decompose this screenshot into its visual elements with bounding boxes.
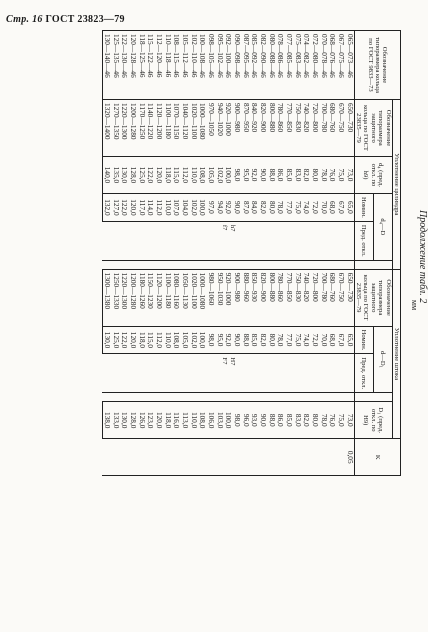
cyl-groove-cell: 820—900 xyxy=(258,100,267,157)
rod-nominal-cell: 85,0 xyxy=(250,326,259,354)
d1-cell: 98,0 xyxy=(232,402,241,439)
rod-nominal-cell: 74,0 xyxy=(302,326,311,354)
d1-cell: 110,0 xyxy=(189,402,198,439)
cyl-groove-cell: 970—1050 xyxy=(206,100,215,157)
ring-designation-cell: 105—112—46 xyxy=(180,31,189,100)
rod-nominal-cell: 65,0 xyxy=(345,326,354,354)
cyl-nominal-cell: 68,0 xyxy=(328,194,337,222)
d4-cell: 118,0 xyxy=(163,157,172,194)
rod-groove-cell: 900—980 xyxy=(232,269,241,326)
cyl-nominal-cell: 65,0 xyxy=(345,194,354,222)
cyl-nominal-cell: 87,0 xyxy=(241,194,250,222)
cyl-nominal-cell: 112,0 xyxy=(154,194,163,222)
rod-groove-cell: 1050—1130 xyxy=(180,269,189,326)
rod-groove-cell: 1100—1180 xyxy=(163,269,172,326)
col-cyl-tolerance: Пред. откл. xyxy=(354,221,373,260)
rod-nominal-cell: 78,0 xyxy=(276,326,285,354)
rod-groove-cell: 1000—1080 xyxy=(198,269,207,326)
col-k: K xyxy=(354,439,400,476)
ring-designation-cell: 120—128—46 xyxy=(129,31,138,100)
rod-groove-cell: 680—760 xyxy=(328,269,337,326)
d1-cell: 138,0 xyxy=(102,402,111,439)
col-cyl-groove: Обозначение типоразмера защитного кольца по ГОСТ 23835—79 xyxy=(354,100,392,157)
d4-cell: 86,0 xyxy=(276,157,285,194)
d4-cell: 100,0 xyxy=(224,157,233,194)
group-cylinder: Уплотнение цилиндра xyxy=(392,100,400,270)
cyl-groove-cell: 750—830 xyxy=(293,100,302,157)
rod-nominal-cell: 72,0 xyxy=(310,326,319,354)
d1-cell: 75,0 xyxy=(336,402,345,439)
group-rod: Уплотнение штока xyxy=(392,269,400,439)
ring-designation-cell: 078—086—46 xyxy=(276,31,285,100)
ring-designation-cell: 110—118—46 xyxy=(163,31,172,100)
table-body xyxy=(102,31,354,476)
rod-nominal-cell: 105,0 xyxy=(180,326,189,354)
cyl-groove-cell: 700—780 xyxy=(319,100,328,157)
d1-cell: 133,0 xyxy=(111,402,120,439)
rod-nominal-cell: 112,0 xyxy=(154,326,163,354)
d1-cell: 128,0 xyxy=(129,402,138,439)
d1-cell: 130,0 xyxy=(120,402,129,439)
rod-groove-cell: 750—830 xyxy=(293,269,302,326)
rod-nominal-cell: 130,0 xyxy=(102,326,111,354)
cyl-groove-cell: 800—880 xyxy=(267,100,276,157)
dimensions-table xyxy=(102,30,401,476)
rod-groove-cell: 700—780 xyxy=(319,269,328,326)
ring-designation-cell: 067—075—46 xyxy=(336,31,345,100)
cyl-groove-cell: 1200—1280 xyxy=(129,100,138,157)
cyl-nominal-cell: 104,0 xyxy=(180,194,189,222)
col-d4: d₄ (пред. откл. по h9) xyxy=(354,157,392,194)
table-continuation-title: Продолжение табл. 2 xyxy=(417,210,428,304)
rod-nominal-cell: 110,0 xyxy=(163,326,172,354)
rod-nominal-cell: 125,0 xyxy=(111,326,120,354)
ring-designation-cell: 112—120—46 xyxy=(154,31,163,100)
rod-nominal-cell: 122,0 xyxy=(120,326,129,354)
col-d-minus-d1: d—D₁ xyxy=(373,326,392,393)
cyl-groove-cell: 920—1000 xyxy=(224,100,233,157)
rod-nominal-cell: 80,0 xyxy=(267,326,276,354)
cyl-nominal-cell: 72,0 xyxy=(310,194,319,222)
d1-cell: 85,0 xyxy=(284,402,293,439)
d1-cell: 86,0 xyxy=(276,402,285,439)
d1-cell: 76,0 xyxy=(328,402,337,439)
ring-designation-cell: 125—135—46 xyxy=(111,31,120,100)
d4-cell: 112,0 xyxy=(180,157,189,194)
units-label: мм xyxy=(410,300,419,311)
cyl-groove-cell: 900—980 xyxy=(232,100,241,157)
rod-nominal-cell: 115,0 xyxy=(146,326,155,354)
d4-cell: 92,0 xyxy=(250,157,259,194)
ring-designation-cell: 095—102—46 xyxy=(215,31,224,100)
d1-cell: 103,0 xyxy=(215,402,224,439)
d1-cell: 90,0 xyxy=(258,402,267,439)
k-cell: 0,05 xyxy=(102,439,354,476)
ring-designation-cell: 077—085—46 xyxy=(284,31,293,100)
spacer-cell xyxy=(102,393,354,402)
cyl-nominal-cell: 67,0 xyxy=(336,194,345,222)
cyl-groove-cell: 1020—1100 xyxy=(189,100,198,157)
ring-designation-cell: 065—073—46 xyxy=(345,31,354,100)
d4-cell: 135,0 xyxy=(111,157,120,194)
ring-designation-cell: 130—140—46 xyxy=(102,31,111,100)
ring-designation-cell: 087—095—46 xyxy=(241,31,250,100)
ring-designation-cell: 098—105—46 xyxy=(206,31,215,100)
cyl-groove-cell: 770—850 xyxy=(284,100,293,157)
rod-groove-cell: 1020—1100 xyxy=(189,269,198,326)
rod-nominal-cell: 118,0 xyxy=(137,326,146,354)
rod-groove-cell: 920—1000 xyxy=(224,269,233,326)
ring-designation-cell: 070—078—46 xyxy=(319,31,328,100)
cyl-nominal-cell: 107,0 xyxy=(172,194,181,222)
d1-cell: 78,0 xyxy=(319,402,328,439)
rod-groove-cell: 950—1030 xyxy=(215,269,224,326)
cyl-nominal-cell: 75,0 xyxy=(293,194,302,222)
cyl-groove-cell: 1170—1250 xyxy=(137,100,146,157)
rod-groove-cell: 820—900 xyxy=(258,269,267,326)
d1-cell: 100,0 xyxy=(224,402,233,439)
ring-designation-cell: 082—090—46 xyxy=(258,31,267,100)
d4-cell: 122,0 xyxy=(146,157,155,194)
rod-nominal-cell: 88,0 xyxy=(241,326,250,354)
ring-designation-cell: 068—076—46 xyxy=(328,31,337,100)
rod-tolerance-cell: H7 F7 xyxy=(102,354,354,393)
rod-groove-cell: 1250—1330 xyxy=(111,269,120,326)
cyl-nominal-cell: 132,0 xyxy=(102,194,111,222)
d4-cell: 95,0 xyxy=(241,157,250,194)
rod-groove-cell: 980—1060 xyxy=(206,269,215,326)
d1-cell: 88,0 xyxy=(267,402,276,439)
cyl-nominal-cell: 92,0 xyxy=(224,194,233,222)
d1-cell: 83,0 xyxy=(293,402,302,439)
rod-nominal-cell: 95,0 xyxy=(215,326,224,354)
ring-designation-cell: 115—122—46 xyxy=(146,31,155,100)
ring-designation-cell: 102—110—46 xyxy=(189,31,198,100)
rod-groove-cell: 1200—1280 xyxy=(129,269,138,326)
col-spacer xyxy=(354,260,392,269)
cyl-nominal-cell: 114,0 xyxy=(146,194,155,222)
rod-groove-cell: 670—750 xyxy=(336,269,345,326)
col-cyl-nominal: Номин. xyxy=(354,194,373,222)
cyl-groove-cell: 1320—1400 xyxy=(102,100,111,157)
ring-designation-cell: 080—088—46 xyxy=(267,31,276,100)
rod-groove-cell: 650—730 xyxy=(345,269,354,326)
d1-cell: 123,0 xyxy=(146,402,155,439)
rod-groove-cell: 720—800 xyxy=(310,269,319,326)
col-rod-nominal: Номин. xyxy=(354,326,373,354)
cyl-groove-cell: 1100—1180 xyxy=(163,100,172,157)
rod-nominal-cell: 90,0 xyxy=(232,326,241,354)
d4-cell: 108,0 xyxy=(198,157,207,194)
d1-cell: 113,0 xyxy=(180,402,189,439)
rod-groove-cell: 740—820 xyxy=(302,269,311,326)
rod-nominal-cell: 92,0 xyxy=(224,326,233,354)
ring-designation-cell: 122—130—46 xyxy=(120,31,129,100)
ring-designation-cell: 118—125—46 xyxy=(137,31,146,100)
d4-cell: 128,0 xyxy=(129,157,138,194)
d1-cell: 82,0 xyxy=(302,402,311,439)
cyl-nominal-cell: 97,0 xyxy=(206,194,215,222)
rod-nominal-cell: 67,0 xyxy=(336,326,345,354)
cyl-nominal-cell: 120,0 xyxy=(129,194,138,222)
cyl-nominal-cell: 127,0 xyxy=(111,194,120,222)
d1-cell: 108,0 xyxy=(198,402,207,439)
cyl-groove-cell: 680—760 xyxy=(328,100,337,157)
ring-designation-cell: 100—108—46 xyxy=(198,31,207,100)
rod-groove-cell: 1080—1160 xyxy=(172,269,181,326)
d4-cell: 90,0 xyxy=(258,157,267,194)
d1-cell: 80,0 xyxy=(310,402,319,439)
rod-groove-cell: 1150—1230 xyxy=(146,269,155,326)
d4-cell: 75,0 xyxy=(336,157,345,194)
ring-designation-cell: 074—082—46 xyxy=(302,31,311,100)
cyl-tolerance-cell: h7 f7 xyxy=(102,221,354,260)
cyl-nominal-cell: 77,0 xyxy=(284,194,293,222)
cyl-nominal-cell: 74,0 xyxy=(302,194,311,222)
ring-designation-cell: 108—115—46 xyxy=(172,31,181,100)
cyl-nominal-cell: 70,0 xyxy=(319,194,328,222)
col-d4-minus-d: d₄—D xyxy=(373,194,392,261)
rod-groove-cell: 1300—1380 xyxy=(102,269,111,326)
ring-designation-cell: 090—098—46 xyxy=(232,31,241,100)
rod-nominal-cell: 82,0 xyxy=(258,326,267,354)
d4-cell: 83,0 xyxy=(293,157,302,194)
d1-cell: 106,0 xyxy=(206,402,215,439)
rod-nominal-cell: 70,0 xyxy=(319,326,328,354)
cyl-groove-cell: 740—820 xyxy=(302,100,311,157)
d4-cell: 82,0 xyxy=(302,157,311,194)
cyl-groove-cell: 650—730 xyxy=(345,100,354,157)
d1-cell: 73,0 xyxy=(345,402,354,439)
d4-cell: 80,0 xyxy=(310,157,319,194)
cyl-nominal-cell: 117,0 xyxy=(137,194,146,222)
cyl-nominal-cell: 82,0 xyxy=(258,194,267,222)
rod-nominal-cell: 102,0 xyxy=(189,326,198,354)
ring-designation-cell: 075—083—46 xyxy=(293,31,302,100)
rod-nominal-cell: 75,0 xyxy=(293,326,302,354)
d4-cell: 98,0 xyxy=(232,157,241,194)
d1-cell: 96,0 xyxy=(241,402,250,439)
d4-cell: 73,0 xyxy=(345,157,354,194)
col-rod-tolerance: Пред. откл. xyxy=(354,354,373,393)
cyl-groove-cell: 780—860 xyxy=(276,100,285,157)
rod-nominal-cell: 100,0 xyxy=(198,326,207,354)
table-row xyxy=(345,31,354,476)
cyl-groove-cell: 940—1020 xyxy=(215,100,224,157)
d4-cell: 78,0 xyxy=(319,157,328,194)
rod-groove-cell: 780—860 xyxy=(276,269,285,326)
d4-cell: 105,0 xyxy=(206,157,215,194)
cyl-nominal-cell: 78,0 xyxy=(276,194,285,222)
cyl-nominal-cell: 94,0 xyxy=(215,194,224,222)
cyl-groove-cell: 720—800 xyxy=(310,100,319,157)
rod-nominal-cell: 68,0 xyxy=(328,326,337,354)
col-ring-designation: Обозначение типоразмера кольца по ГОСТ 9833—73 xyxy=(354,31,400,100)
d1-cell: 93,0 xyxy=(250,402,259,439)
d4-cell: 120,0 xyxy=(154,157,163,194)
cyl-groove-cell: 1140—1220 xyxy=(146,100,155,157)
rod-groove-cell: 800—880 xyxy=(267,269,276,326)
rod-groove-cell: 1120—1200 xyxy=(154,269,163,326)
col-d1: D₁ (пред. откл. по H9) xyxy=(354,402,392,439)
d4-cell: 88,0 xyxy=(267,157,276,194)
d4-cell: 140,0 xyxy=(102,157,111,194)
cyl-groove-cell: 1040—1120 xyxy=(180,100,189,157)
d4-cell: 115,0 xyxy=(172,157,181,194)
d1-cell: 118,0 xyxy=(163,402,172,439)
cyl-nominal-cell: 100,0 xyxy=(198,194,207,222)
d4-cell: 102,0 xyxy=(215,157,224,194)
page-number: Стр. 16 xyxy=(6,14,43,25)
rod-groove-cell: 770—850 xyxy=(284,269,293,326)
ring-designation-cell: 085—092—46 xyxy=(250,31,259,100)
cyl-nominal-cell: 90,0 xyxy=(232,194,241,222)
cyl-groove-cell: 870—950 xyxy=(241,100,250,157)
rod-nominal-cell: 120,0 xyxy=(129,326,138,354)
d4-cell: 85,0 xyxy=(284,157,293,194)
cyl-groove-cell: 1070—1150 xyxy=(172,100,181,157)
col-spacer xyxy=(354,393,392,402)
cyl-nominal-cell: 110,0 xyxy=(163,194,172,222)
ring-designation-cell: 092—100—46 xyxy=(224,31,233,100)
cyl-groove-cell: 670—750 xyxy=(336,100,345,157)
d1-cell: 120,0 xyxy=(154,402,163,439)
d4-cell: 76,0 xyxy=(328,157,337,194)
rotated-content xyxy=(13,20,428,620)
ring-designation-cell: 072—080—46 xyxy=(310,31,319,100)
standard-code: ГОСТ 23823—79 xyxy=(45,14,125,25)
d4-cell: 110,0 xyxy=(189,157,198,194)
cyl-nominal-cell: 102,0 xyxy=(189,194,198,222)
cyl-nominal-cell: 84,0 xyxy=(250,194,259,222)
col-rod-groove: Обозначение типоразмера защитного кольца по ГОСТ 23835—79 xyxy=(354,269,392,326)
d1-cell: 116,0 xyxy=(172,402,181,439)
rod-groove-cell: 1180—1260 xyxy=(137,269,146,326)
d4-cell: 125,0 xyxy=(137,157,146,194)
cyl-groove-cell: 1120—1200 xyxy=(154,100,163,157)
cyl-nominal-cell: 122,0 xyxy=(120,194,129,222)
d4-cell: 130,0 xyxy=(120,157,129,194)
cyl-nominal-cell: 80,0 xyxy=(267,194,276,222)
cyl-groove-cell: 1270—1350 xyxy=(111,100,120,157)
rod-groove-cell: 1220—1300 xyxy=(120,269,129,326)
spacer-cell xyxy=(102,260,354,269)
rod-nominal-cell: 77,0 xyxy=(284,326,293,354)
rod-groove-cell: 850—930 xyxy=(250,269,259,326)
cyl-groove-cell: 840—920 xyxy=(250,100,259,157)
cyl-groove-cell: 1220—1300 xyxy=(120,100,129,157)
rod-nominal-cell: 108,0 xyxy=(172,326,181,354)
rod-nominal-cell: 98,0 xyxy=(206,326,215,354)
d1-cell: 126,0 xyxy=(137,402,146,439)
rod-groove-cell: 880—960 xyxy=(241,269,250,326)
cyl-groove-cell: 1000—1080 xyxy=(198,100,207,157)
